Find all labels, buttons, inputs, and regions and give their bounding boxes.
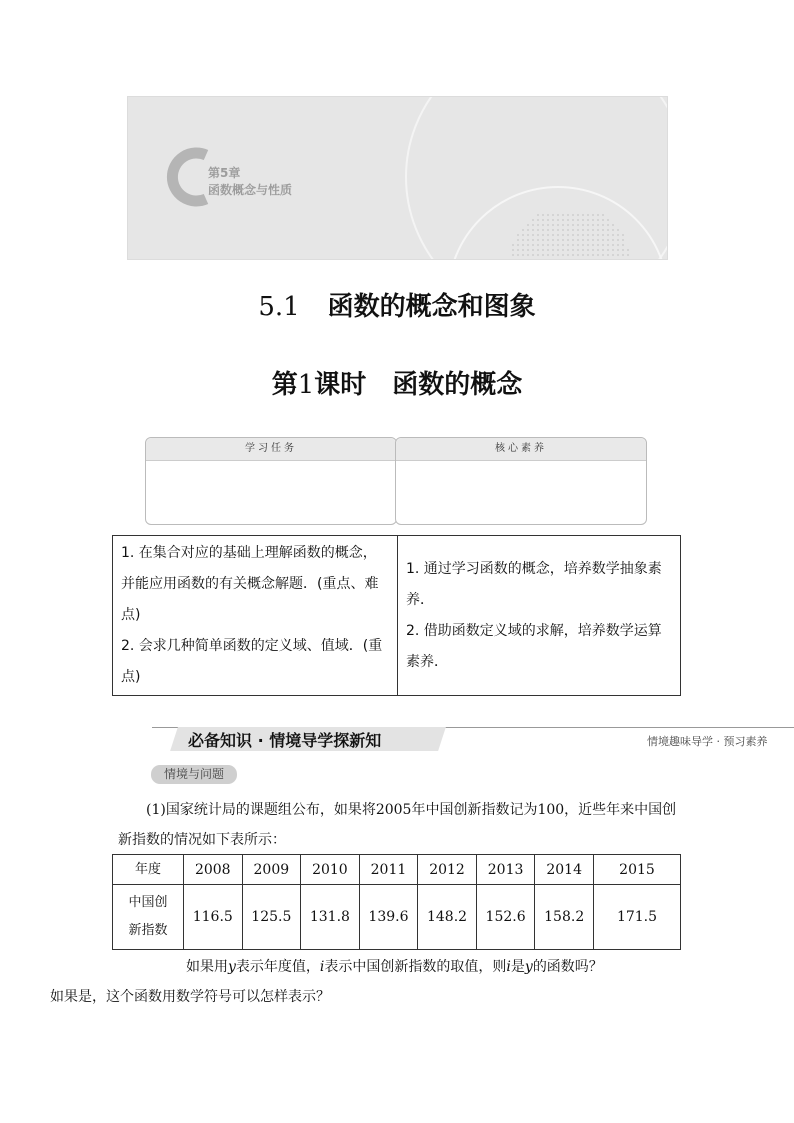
question-paragraph: [50, 952, 688, 1012]
index-header: 中国创新指数: [113, 885, 184, 950]
q-text: 是: [510, 959, 525, 975]
section-header-subtitle: 情境趣味导学 · 预习素养: [647, 735, 768, 748]
year-cell: 2014: [535, 855, 594, 885]
index-cell: 152.6: [476, 885, 535, 950]
year-cell: 2012: [418, 855, 477, 885]
innovation-index-table: [112, 854, 681, 950]
section-title: [0, 286, 794, 323]
year-row: [113, 855, 681, 885]
year-cell: 2011: [359, 855, 418, 885]
section-title-text: 函数的概念和图象: [327, 292, 536, 322]
chapter-number: 第5章: [208, 166, 241, 180]
index-row: [113, 885, 681, 950]
q-text: 的函数吗？: [532, 959, 603, 975]
objectives-table: [112, 535, 681, 696]
chapter-name: 函数概念与性质: [208, 183, 293, 197]
q-text: 表示中国创新指数的取值，则: [324, 959, 507, 975]
index-cell: 148.2: [418, 885, 477, 950]
var-y: y: [228, 959, 236, 975]
chapter-arc-icon: [172, 153, 206, 201]
lesson-title-text: 函数的概念: [392, 370, 523, 400]
task-item: 2. 会求几种简单函数的定义域、值域．(重点): [121, 638, 383, 685]
dot-pattern: [512, 214, 629, 256]
section-header-title: 必备知识 · 情境导学探新知: [188, 731, 382, 750]
year-header: 年度: [113, 855, 184, 885]
index-cell: 158.2: [535, 885, 594, 950]
index-cell: 131.8: [301, 885, 360, 950]
year-cell: 2009: [242, 855, 301, 885]
lesson-title: [0, 364, 794, 401]
q-text: 如果是，这个函数用数学符号可以怎样表示？: [50, 989, 330, 1005]
section-header: [152, 726, 794, 752]
year-cell: 2010: [301, 855, 360, 885]
index-cell: 125.5: [242, 885, 301, 950]
context-tag: 情境与问题: [151, 765, 237, 784]
learning-task-header: 学习任务: [146, 438, 396, 461]
lesson-prefix: 第: [271, 370, 298, 400]
core-literacy-cell: [398, 536, 681, 696]
intro-paragraph: (1)国家统计局的课题组公布，如果将2005年中国创新指数记为100，近些年来中国创新指数的情况如下表所示：: [118, 802, 677, 848]
literacy-item: 1. 通过学习函数的概念，培养数学抽象素养．: [406, 560, 662, 608]
index-cell: 139.6: [359, 885, 418, 950]
lesson-suffix: 课时: [314, 370, 367, 400]
core-literacy-box: [395, 437, 647, 525]
task-item: 1. 在集合对应的基础上理解函数的概念，并能应用函数的有关概念解题．(重点、难点): [121, 545, 379, 623]
q-text: 如果用: [186, 959, 228, 975]
section-number: 5.1: [258, 292, 300, 322]
index-cell: 116.5: [184, 885, 243, 950]
year-cell: 2015: [594, 855, 681, 885]
learning-task-cell: [113, 536, 398, 696]
literacy-item: 2. 借助函数定义域的求解，培养数学运算素养．: [406, 622, 662, 670]
year-cell: 2008: [184, 855, 243, 885]
index-cell: 171.5: [594, 885, 681, 950]
var-i: i: [506, 959, 511, 975]
year-cell: 2013: [476, 855, 535, 885]
var-i: i: [319, 959, 325, 975]
var-y: y: [524, 959, 533, 975]
learning-task-box: [145, 437, 397, 525]
chapter-banner: [127, 96, 668, 260]
lesson-number: 1: [297, 370, 315, 400]
objective-header-boxes: [145, 437, 647, 523]
q-text: 表示年度值，: [235, 959, 320, 975]
core-literacy-header: 核心素养: [396, 438, 646, 461]
